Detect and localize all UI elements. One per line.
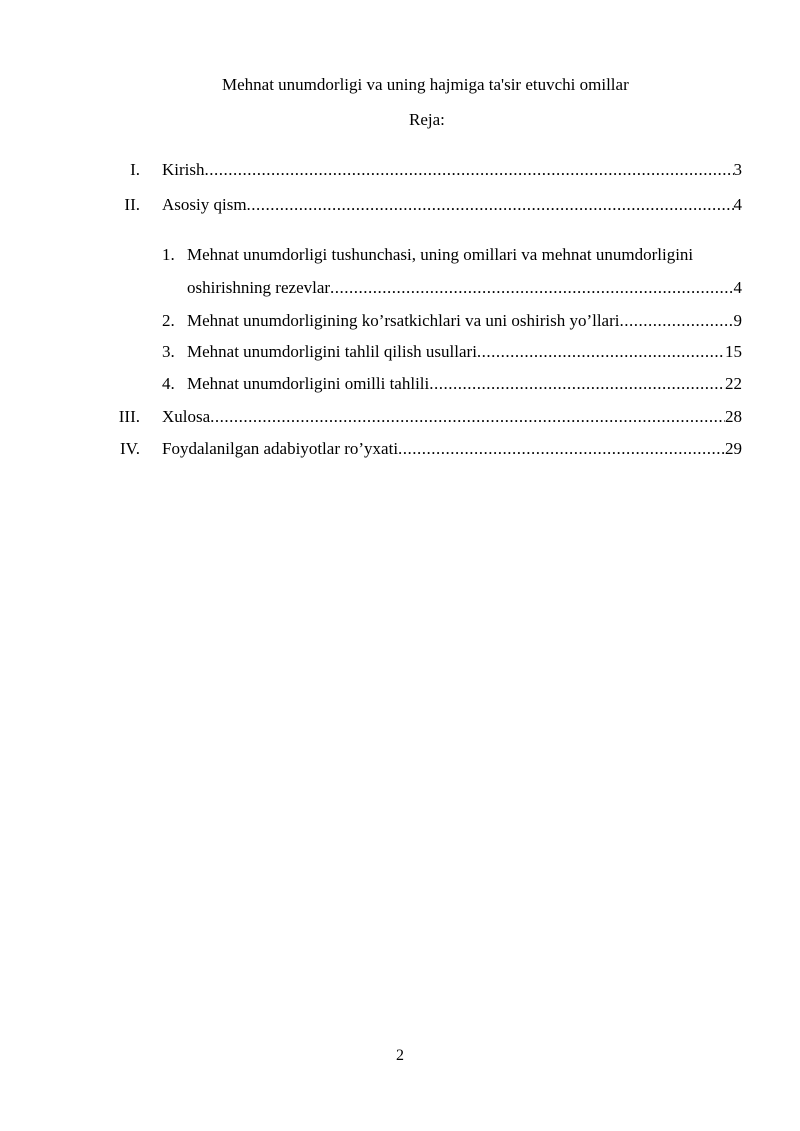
toc-item-page: 29 (725, 439, 742, 458)
toc-item-title: Asosiy qism (162, 195, 247, 214)
toc-leader-dots (477, 342, 725, 362)
toc-leader-dots (210, 407, 725, 427)
toc-item-page: 9 (733, 311, 742, 330)
toc-item-references (120, 439, 742, 459)
toc-item-page: 4 (733, 278, 742, 297)
toc-item-title: Xulosa (162, 407, 211, 426)
toc-subitem-number: 2. (162, 311, 175, 330)
toc-item-main-part (124, 195, 742, 215)
toc-item-title: Foydalanilgan adabiyotlar ro’yxati (162, 439, 399, 458)
toc-item-page: 3 (733, 160, 742, 179)
toc-leader-dots (429, 374, 725, 394)
toc-item-number: III. (118, 407, 140, 426)
toc-subitem-1-line1 (162, 245, 742, 265)
toc-subitem-title: Mehnat unumdorligining ko’rsatkichlari va uni oshirish yo’llari (187, 311, 620, 330)
toc-leader-dots (330, 278, 733, 298)
toc-item-page: 22 (725, 374, 742, 393)
toc-item-conclusion (118, 407, 742, 427)
toc-leader-dots (247, 195, 734, 215)
toc-subitem-title: Mehnat unumdorligini omilli tahlili (187, 374, 430, 393)
toc-item-number: I. (130, 160, 140, 179)
toc-subitem-title-line1: Mehnat unumdorligi tushunchasi, uning omillari va mehnat unumdorligini (187, 245, 694, 264)
toc-subitem-number: 1. (162, 245, 175, 264)
toc-leader-dots (205, 160, 734, 180)
document-title: Mehnat unumdorligi va uning hajmiga ta'sir etuvchi omillar (222, 75, 629, 94)
toc-subitem-title-line2: oshirishning rezevlar (187, 278, 331, 297)
toc-leader-dots (398, 439, 725, 459)
toc-subitem-number: 3. (162, 342, 175, 361)
toc-item-page: 4 (733, 195, 742, 214)
plan-heading: Reja: (409, 110, 445, 129)
toc-subitem-title: Mehnat unumdorligini tahlil qilish usullari (187, 342, 477, 361)
toc-item-page: 15 (725, 342, 742, 361)
toc-item-number: IV. (120, 439, 140, 458)
toc-leader-dots (619, 311, 733, 331)
toc-subitem-number: 4. (162, 374, 175, 393)
toc-subitem-4 (162, 374, 742, 394)
page-number: 2 (396, 1047, 404, 1064)
toc-item-page: 28 (725, 407, 742, 426)
toc-subitem-3 (162, 342, 742, 362)
toc-item-title: Kirish (162, 160, 205, 179)
toc-item-number: II. (124, 195, 140, 214)
toc-subitem-2 (162, 311, 742, 331)
toc-subitem-1-line2 (187, 278, 742, 298)
toc-item-introduction (130, 160, 742, 180)
